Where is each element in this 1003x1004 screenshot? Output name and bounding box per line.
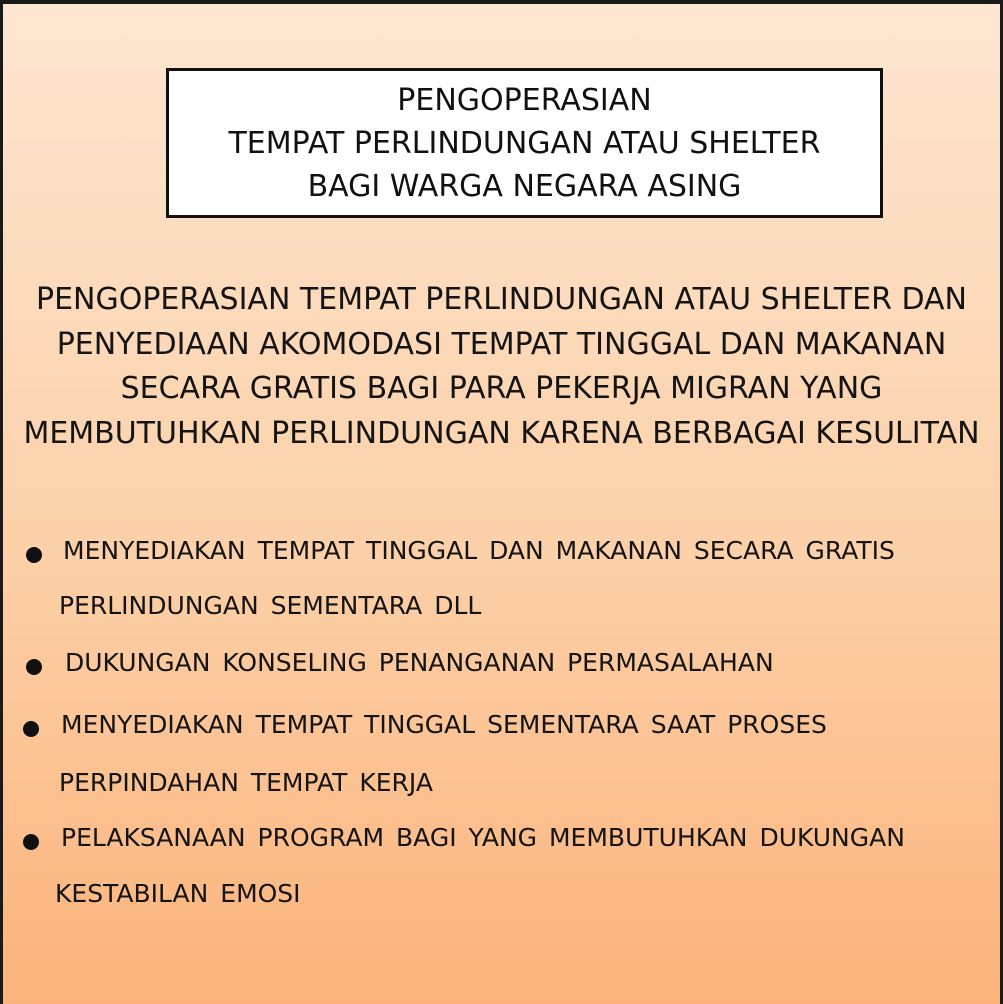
- bullet-dot-icon: [23, 721, 39, 737]
- intro-line-4: MEMBUTUHKAN PERLINDUNGAN KARENA BERBAGAI KESULITAN: [23, 415, 980, 451]
- bullet-3-line-2: PERPINDAHAN TEMPAT KERJA: [59, 768, 433, 797]
- intro-line-1: PENGOPERASIAN TEMPAT PERLINDUNGAN ATAU SHELTER DAN: [35, 282, 967, 317]
- bullet-dot-icon: [26, 547, 42, 563]
- intro-paragraph: [3, 278, 1000, 456]
- bullet-2-line-1: DUKUNGAN KONSELING PENANGANAN PERMASALAHAN: [65, 648, 774, 677]
- title-line-3: BAGI WARGA NEGARA ASING: [307, 168, 742, 204]
- bullet-dot-icon: [26, 659, 42, 675]
- title-line-1: PENGOPERASIAN: [397, 82, 652, 118]
- bullet-4-line-2: KESTABILAN EMOSI: [55, 879, 301, 908]
- intro-line-2: PENYEDIAAN AKOMODASI TEMPAT TINGGAL DAN MAKANAN: [56, 326, 947, 362]
- bullet-4-line-1: PELAKSANAAN PROGRAM BAGI YANG MEMBUTUHKAN DUKUNGAN: [61, 823, 905, 852]
- title-line-2: TEMPAT PERLINDUNGAN ATAU SHELTER: [228, 125, 821, 161]
- title-box: [166, 68, 883, 218]
- bullet-1-line-2: PERLINDUNGAN SEMENTARA DLL: [59, 591, 482, 620]
- bullet-dot-icon: [23, 834, 39, 850]
- bullet-1-line-1: MENYEDIAKAN TEMPAT TINGGAL DAN MAKANAN SECARA GRATIS: [63, 536, 895, 565]
- slide-page: [3, 4, 1000, 1004]
- bullet-3-line-1: MENYEDIAKAN TEMPAT TINGGAL SEMENTARA SAAT PROSES: [61, 710, 827, 739]
- intro-line-3: SECARA GRATIS BAGI PARA PEKERJA MIGRAN YANG: [120, 371, 883, 406]
